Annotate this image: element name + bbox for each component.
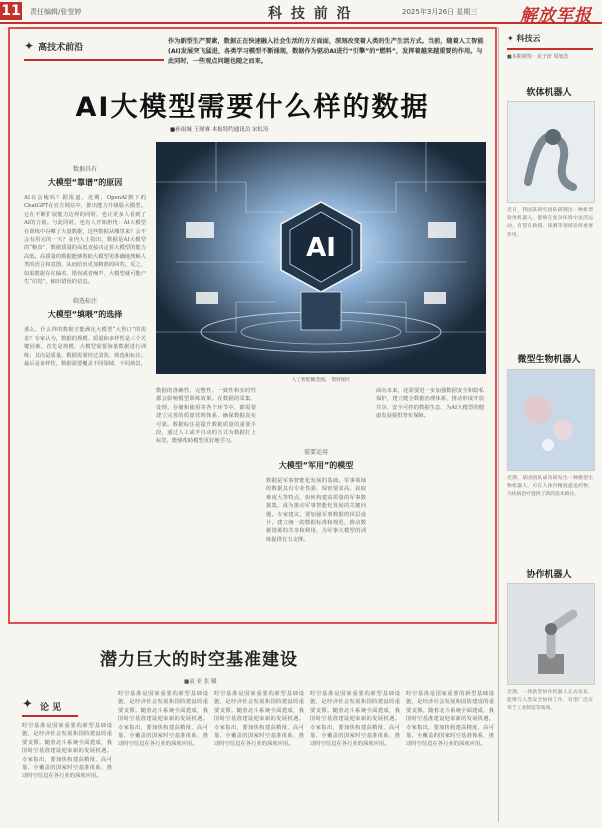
column-3 — [266, 387, 366, 612]
feature-image — [156, 142, 486, 374]
section-subheading-3: 大模型“军用”的模型 — [278, 461, 354, 470]
star-icon: ✦ — [24, 39, 35, 53]
column-text: 面向未来，还需要进一步加强数据安全和隐私保护，建立健全数据治理体系，推动形成开放共享、安全可控的数据生态，为AI大模型的健康发展提供坚实保障。 — [376, 388, 484, 420]
bottom-section-tag: 论 见 — [40, 703, 62, 713]
micro-robot-image — [507, 369, 595, 471]
tag-underline — [22, 715, 78, 717]
svg-text:AI: AI — [306, 233, 336, 263]
sidebar-editor: ■本期观察：龙子泽 周旭浩 — [507, 54, 569, 60]
sidebar-item-title: 软体机器人 — [526, 88, 572, 98]
tag-underline — [24, 59, 164, 61]
section-heading-3: 需要运用 — [303, 449, 328, 456]
bottom-column-5 — [406, 690, 494, 822]
column-text: 时空基准是国家重要的新型基础设施，是经济社会发展和国防建设的重要支撑。随着北斗系统全面建成，我国时空基准建设迎来新的发展机遇。专家指出，要加快构建高精度、高可靠、全覆盖的国家时空基准体系，推动时空信息在各行业的深度应用。 — [214, 691, 304, 748]
sidebar-item-text: 近期，一款新型协作机器人正式发布，能够与人类安全协同工作，有望广泛应用于工业制造等领域。 — [507, 690, 593, 712]
article-intro: 作为新型生产要素，数据正在快速融入社会生活的方方面面，深刻改变着人类的生产生活方式。当前，随着人工智能(AI)发展突飞猛进，各类学习模型不断涌现，数据作为驱动AI进行“引擎”的“燃料”，发挥着越来越重要的作用。与此同时，一些观点问题也随之而来。 — [168, 38, 484, 65]
bottom-article-title: 潜力巨大的时空基准建设 — [100, 650, 298, 670]
sidebar-item-text: 近日，我国某研究团队研制出一种新型软体机器人，能够在复杂环境中灵活运动，有望在救援、探测等领域发挥重要作用。 — [507, 208, 593, 238]
bottom-column-1 — [22, 722, 112, 822]
column-text-2: 那么，什么样的数据才能满足大模型“大胃口”的需求？专家认为，数据的规模、质量和多样性是三个关键因素。首先是规模，大模型需要海量数据进行训练；其次是质量，数据需要经过清洗、筛选和标注；最后是多样性，数据需要覆盖不同领域、不同场景。 — [24, 327, 146, 368]
star-icon: ✦ — [507, 34, 517, 43]
column-text: AI在会瘦吗？据报道，近期，OpenAI旗下的ChatGPT在官方网站中，推出能力升级版大模型。它在不断扩展能力边界的同时，也让更多人看到了AI的力量。与此同时，也有人开始担忧：AI大模型在训练中吞噬了大量数据，这些数据从哪里来？会不会有用完的一天？业内人士指出，数据是AI大模型的“粮食”，数据质量的高低直接决定着大模型的能力高低。高质量的数据能够帮助大模型更准确地理解人类的语言和意图，从而给出更加精准的回答。反之，如果数据存在偏差、错误或者噪声，大模型就可能产生“幻觉”，输出错误的信息。 — [24, 195, 146, 286]
page-number: 11 — [1, 3, 21, 19]
sidebar-heading: ✦ 科技云 — [507, 34, 541, 43]
section-subheading-2: 大模型“填喂”的选择 — [47, 310, 123, 320]
sidebar-item-title: 微型生物机器人 — [517, 355, 581, 365]
bottom-column-4 — [310, 690, 400, 822]
column-text: 时空基准是国家重要的新型基础设施，是经济社会发展和国防建设的重要支撑。随着北斗系统全面建成，我国时空基准建设迎来新的发展机遇。专家指出，要加快构建高精度、高可靠、全覆盖的国家时空基准体系，推动时空信息在各行业的深度应用。 — [406, 691, 494, 748]
image-caption: 人工智能概念图。 资料图片 — [291, 378, 351, 383]
cobot-image — [507, 583, 595, 685]
column-2 — [156, 387, 256, 612]
soft-robot-image — [507, 101, 595, 203]
editor-credit: 责任编辑/张莹婷 — [30, 8, 82, 16]
column-4 — [376, 387, 484, 612]
section-heading: 数据具有 — [72, 166, 97, 173]
section-subheading: 大模型“靠谱”的原因 — [47, 178, 123, 187]
article-byline: ■孙雨城 王琛睿 本报特约通讯员 宋虹涛 — [170, 127, 269, 133]
column-1 — [24, 164, 146, 614]
feature-article — [8, 27, 497, 624]
article-title: AI大模型需要什么样的数据 — [75, 92, 430, 123]
column-text: 数据是军事智能化发展的基础。军事领域的数据具有专业性强、保密要求高、获取难度大等特点，如何构建高质量的军事数据集，成为推动军事智能化发展的关键问题。专家建议，要加强军事数据的顶层设计，建立统一的数据标准和规范，推动数据资源的共享和利用，为军事大模型的训练提供有力支撑。 — [266, 478, 366, 543]
sidebar — [498, 27, 599, 822]
column-text: 数据的准确性、完整性、一致性和实时性都会影响模型训练效果。在数据的采集、处理、存储和使用等各个环节中，都需要建立完善的质量管理体系，确保数据真实可靠。数据标注是提升数据质量的重要手段，通过人工或半自动的方式为数据打上标签，能够帮助模型更好地学习。 — [156, 388, 256, 445]
sidebar-item-text: 近期，某国团队成功研发出一种微型生物机器人，可在人体内精准递送药物，为疾病治疗提供了新的技术路径。 — [507, 476, 593, 498]
column-text: 时空基准是国家重要的新型基础设施，是经济社会发展和国防建设的重要支撑。随着北斗系统全面建成，我国时空基准建设迎来新的发展机遇。专家指出，要加快构建高精度、高可靠、全覆盖的国家时空基准体系，推动时空信息在各行业的深度应用。 — [310, 691, 400, 748]
page-header — [0, 0, 602, 24]
section-title: 科 技 前 沿 — [268, 6, 353, 22]
star-icon: ✦ — [22, 697, 33, 712]
section-heading-2: 筛选标注 — [72, 298, 97, 306]
column-text: 时空基准是国家重要的新型基础设施，是经济社会发展和国防建设的重要支撑。随着北斗系统全面建成，我国时空基准建设迎来新的发展机遇。专家指出，要加快构建高精度、高可靠、全覆盖的国家时空基准体系，推动时空信息在各行业的深度应用。 — [22, 723, 112, 780]
sidebar-item-title: 协作机器人 — [526, 570, 572, 580]
newspaper-logo: 解放军报 — [520, 6, 592, 26]
bottom-column-3 — [214, 690, 304, 822]
issue-date: 2025年3月26日 星期三 — [402, 8, 478, 16]
column-text: 时空基准是国家重要的新型基础设施，是经济社会发展和国防建设的重要支撑。随着北斗系统全面建成，我国时空基准建设迎来新的发展机遇。专家指出，要加快构建高精度、高可靠、全覆盖的国家时空基准体系，推动时空信息在各行业的深度应用。 — [118, 691, 208, 748]
bottom-column-2 — [118, 690, 208, 822]
sidebar-underline — [507, 48, 593, 50]
section-tag: ✦ 高技术前沿 — [24, 39, 84, 53]
bottom-article-byline: ■袁 亚 张 曦 — [184, 679, 217, 685]
